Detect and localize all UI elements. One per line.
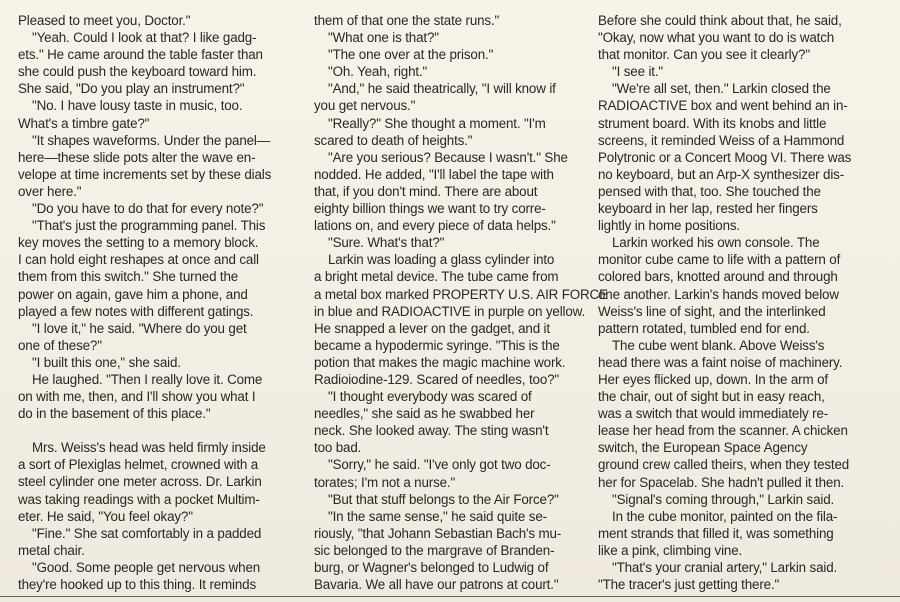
text-line: that, if you don't mind. There are about <box>314 183 538 199</box>
text-line: pensed with that, too. She touched the <box>598 183 821 199</box>
text-line: lease her head from the scanner. A chicken <box>598 423 848 439</box>
text-line: "What one is that?" <box>328 30 439 46</box>
text-line: "I see it." <box>612 64 664 80</box>
text-line: pattern rotated, tumbled end for end. <box>598 320 810 336</box>
text-column-right <box>598 12 880 593</box>
text-line: screens, it reminded Weiss of a Hammond <box>598 132 845 148</box>
text-line: "Oh. Yeah, right." <box>328 64 428 80</box>
text-line: burg, or Wagner's belonged to Ludwig of <box>314 560 549 575</box>
text-line: Polytronic or a Concert Moog VI. There was <box>598 149 852 165</box>
text-line: that monitor. Can you see it clearly?" <box>598 47 810 63</box>
text-line: a metal box marked PROPERTY U.S. AIR FORCE <box>314 286 608 302</box>
text-line: "Really?" She thought a moment. "I'm <box>328 115 546 131</box>
text-line: like a pink, climbing vine. <box>598 542 743 558</box>
text-line: one another. Larkin's hands moved below <box>598 286 839 302</box>
text-line: He laughed. "Then I really love it. Come <box>32 371 263 387</box>
text-line: do in the basement of this place." <box>18 406 211 422</box>
text-line: eighty billion things we want to try corre- <box>314 201 546 217</box>
text-line: no keyboard, but an Arp-X synthesizer dis- <box>598 166 845 182</box>
text-line: He snapped a lever on the gadget, and it <box>314 320 550 336</box>
text-line: eter. He said, "You feel okay?" <box>18 508 193 524</box>
text-line: was a switch that would immediately re- <box>598 406 829 422</box>
text-line: them of that one the state runs." <box>314 13 500 28</box>
text-line: colored bars, knotted around and through <box>598 269 838 285</box>
text-line: "Sure. What's that?" <box>328 235 445 251</box>
text-line: a sort of Plexiglas helmet, crowned with a <box>18 457 259 473</box>
page-bottom-rule <box>0 596 900 597</box>
text-line: In the cube monitor, painted on the fila- <box>612 508 838 524</box>
text-line: nodded. He added, "I'll label the tape with <box>314 166 554 182</box>
text-line: "The one over at the prison." <box>328 47 494 63</box>
text-line: "Sorry," he said. "I've only got two doc- <box>328 457 551 473</box>
text-line: Weiss's line of sight, and the interlinked <box>598 303 826 319</box>
text-line: "Are you serious? Because I wasn't." She <box>328 149 568 165</box>
text-line: neck. She looked away. The sting wasn't <box>314 423 549 439</box>
text-line: Larkin worked his own console. The <box>612 235 820 251</box>
text-line: I can hold eight reshapes at once and call <box>18 252 259 268</box>
text-line: them from this switch." She turned the <box>18 269 239 285</box>
text-line <box>18 422 296 439</box>
text-line: lightly in home positions. <box>598 218 740 234</box>
text-line: torates; I'm not a nurse." <box>314 474 456 490</box>
text-line: "The tracer's just getting there." <box>598 577 780 593</box>
text-line: in blue and RADIOACTIVE in purple on yellow. <box>314 303 586 319</box>
text-line: She said, "Do you play an instrument?" <box>18 81 245 97</box>
text-line: her for Spacelab. She hadn't pulled it then. <box>598 474 845 490</box>
text-line: Pleased to meet you, Doctor." <box>18 13 191 28</box>
text-line: lations on, and every piece of data helps." <box>314 218 556 234</box>
text-line: key moves the setting to a memory block. <box>18 235 259 251</box>
text-line: here—these slide pots alter the wave en- <box>18 149 256 165</box>
text-line: Radioiodine-129. Scared of needles, too?" <box>314 371 560 387</box>
text-line: potion that makes the magic machine work. <box>314 354 566 370</box>
text-line: ment strands that filled it, was something <box>598 525 834 541</box>
text-column-left <box>18 12 296 593</box>
text-line: "We're all set, then." Larkin closed the <box>612 81 831 97</box>
text-line: Before she could think about that, he said, <box>598 13 842 28</box>
text-line: on with me, then, and I'll show you what I <box>18 389 256 405</box>
text-line: What's a timbre gate?" <box>18 115 150 131</box>
text-line: too bad. <box>314 440 362 456</box>
text-line: they're hooked up to this thing. It reminds <box>18 577 257 592</box>
text-line: "I built this one," she said. <box>32 354 181 370</box>
text-line: played a few notes with different gatings. <box>18 303 254 319</box>
text-line: riously, "that Johann Sebastian Bach's mu- <box>314 525 562 541</box>
text-line: power on again, gave him a phone, and <box>18 286 248 302</box>
text-line: monitor cube came to life with a pattern of <box>598 252 841 268</box>
text-line: The cube went blank. Above Weiss's <box>612 337 825 353</box>
text-line: sic belonged to the margrave of Branden- <box>314 542 555 558</box>
text-line: ets." He came around the table faster than <box>18 47 263 63</box>
text-line: you get nervous." <box>314 98 416 114</box>
text-line: "Do you have to do that for every note?" <box>32 201 264 217</box>
text-line: "That's your cranial artery," Larkin said. <box>612 560 838 575</box>
text-column-middle <box>314 12 608 593</box>
text-line: one of these?" <box>18 337 102 353</box>
text-line: "Good. Some people get nervous when <box>32 559 261 575</box>
text-line: Her eyes flicked up, down. In the arm of <box>598 371 828 387</box>
text-line: velope at time increments set by these dials <box>18 166 272 182</box>
text-line: the chair, out of sight but in easy reach, <box>598 389 825 405</box>
text-line: strument board. With its knobs and little <box>598 115 827 131</box>
text-line: "I love it," he said. "Where do you get <box>32 320 247 336</box>
text-line: was taking readings with a pocket Multim- <box>18 491 260 507</box>
text-line: switch, the European Space Agency <box>598 440 808 456</box>
text-line: scared to death of heights." <box>314 132 473 148</box>
text-line: "But that stuff belongs to the Air Force?" <box>328 491 559 507</box>
text-line: Larkin was loading a glass cylinder into <box>328 252 555 268</box>
text-line: "It shapes waveforms. Under the panel— <box>32 132 270 148</box>
text-line: became a hypodermic syringe. "This is the <box>314 337 560 353</box>
text-line: "Fine." She sat comfortably in a padded <box>32 525 262 541</box>
text-line: "That's just the programming panel. This <box>32 218 266 234</box>
text-line: "Yeah. Could I look at that? I like gadg- <box>32 30 257 46</box>
text-line: metal chair. <box>18 542 85 558</box>
text-line: Mrs. Weiss's head was held firmly inside <box>32 440 266 456</box>
text-line: needles," she said as he swabbed her <box>314 406 535 422</box>
text-line: "No. I have lousy taste in music, too. <box>32 98 243 114</box>
text-line: keyboard in her lap, rested her fingers <box>598 201 818 217</box>
text-line: RADIOACTIVE box and went behind an in- <box>598 98 848 114</box>
text-line: over here." <box>18 183 82 199</box>
text-line: ground crew called theirs, when they tested <box>598 457 850 473</box>
text-line: she could push the keyboard toward him. <box>18 64 257 80</box>
text-line: "In the same sense," he said quite se- <box>328 508 547 524</box>
text-line: Bavaria. We all have our patrons at court." <box>314 577 559 593</box>
text-line: "I thought everybody was scared of <box>328 389 532 405</box>
text-line: "Okay, now what you want to do is watch <box>598 30 835 46</box>
text-line: "Signal's coming through," Larkin said. <box>612 491 835 507</box>
text-line: head there was a faint noise of machinery. <box>598 354 843 370</box>
text-line: steel cylinder one meter across. Dr. Larkin <box>18 474 262 490</box>
text-line: "And," he said theatrically, "I will know if <box>328 81 556 97</box>
text-line: a bright metal device. The tube came from <box>314 269 559 285</box>
